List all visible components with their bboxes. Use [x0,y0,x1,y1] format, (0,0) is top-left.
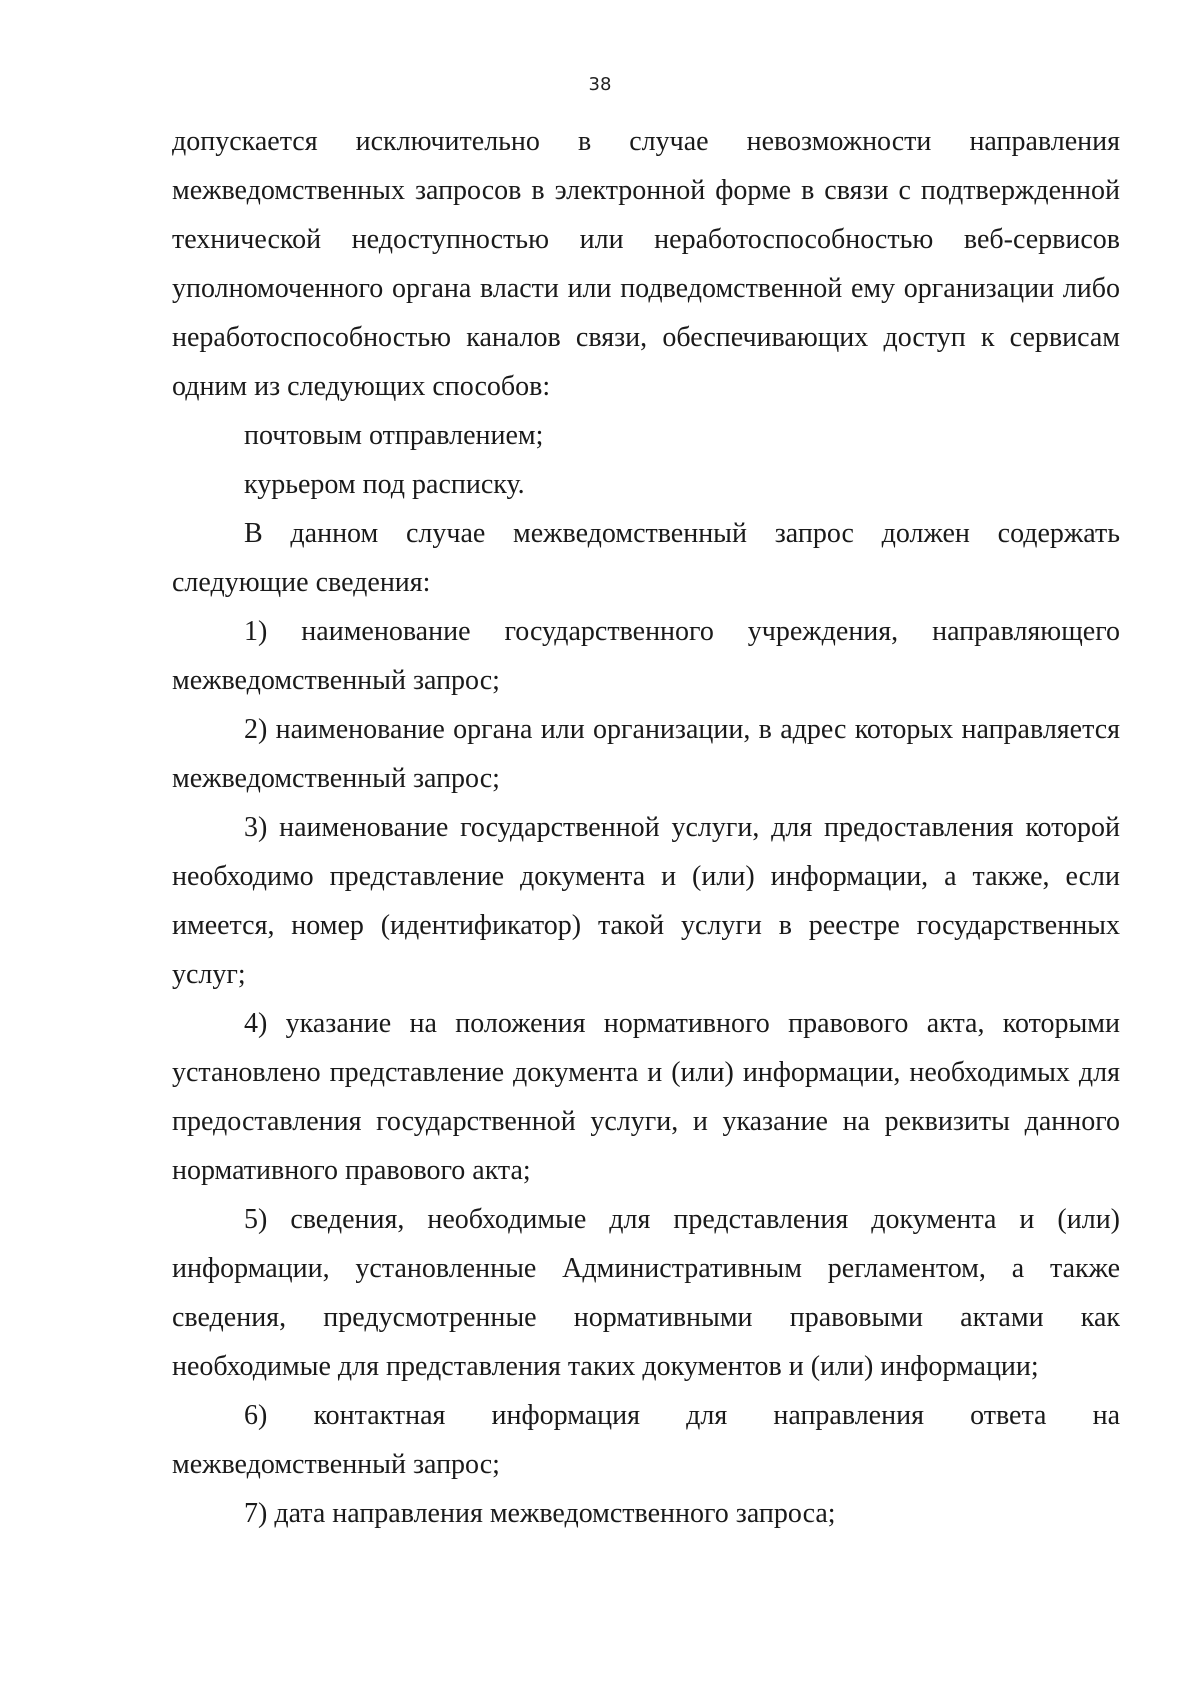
list-item-5: 5) сведения, необходимые для представления документа и (или) информации, установленные Административным регламентом, а также сведения, предусмотренные нормативными правовыми актами как необходимые для представления таких документов и (или) информации; [172,1204,1120,1382]
document-body [172,117,1120,1538]
paragraph-method-post: почтовым отправлением; [244,420,544,451]
list-item-4: 4) указание на положения нормативного правового акта, которыми установлено представление документа и (или) информации, необходимых для предоставления государственной услуги, и указание на реквизиты данного нормативного правового акта; [172,1008,1120,1186]
list-item-1: 1) наименование государственного учреждения, направляющего межведомственный запрос; [172,616,1120,696]
paragraph-method-courier: курьером под расписку. [244,469,525,500]
list-item-2: 2) наименование органа или организации, в адрес которых направляется межведомственный запрос; [172,714,1120,794]
list-item-3: 3) наименование государственной услуги, для предоставления которой необходимо представление документа и (или) информации, а также, если имеется, номер (идентификатор) такой услуги в реестре государственных услуг; [172,812,1120,990]
paragraph-request-contents-intro: В данном случае межведомственный запрос должен содержать следующие сведения: [172,518,1120,598]
page-number: 38 [588,74,612,95]
paragraph-continuation: допускается исключительно в случае невозможности направления межведомственных запросов в электронной форме в связи с подтвержденной технической недоступностью или неработоспособностью веб-сервисов уполномоченного органа власти или подведомственной ему организации либо неработоспособностью каналов связи, обеспечивающих доступ к сервисам одним из следующих способов: [172,126,1120,402]
list-item-7: 7) дата направления межведомственного запроса; [244,1498,836,1529]
list-item-6: 6) контактная информация для направления ответа на межведомственный запрос; [172,1400,1120,1480]
